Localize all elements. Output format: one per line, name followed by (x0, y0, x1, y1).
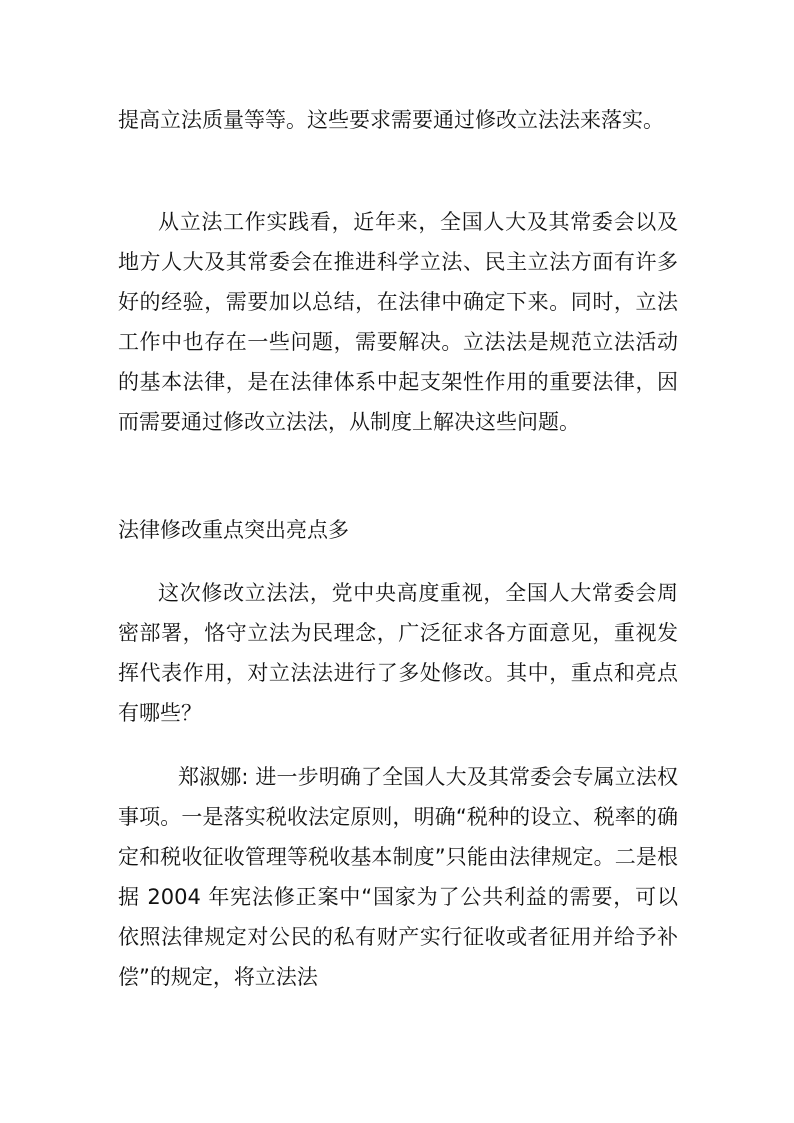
paragraph-continuation (118, 100, 678, 140)
paragraph-legislative-practice (118, 202, 678, 442)
paragraph-question (118, 573, 678, 733)
paragraph-answer (118, 757, 678, 997)
paragraph-text: 从立法工作实践看，近年来，全国人大及其常委会以及地方人大及其常委会在推进科学立法、民主立法方面有许多好的经验，需要加以总结，在法律中确定下来。同时，立法工作中也存在一些问题，需要解决。立法法是规范立法活动的基本法律，是在法律体系中起支架性作用的重要法律，因而需要通过修改立法法，从制度上解决这些问题。 (118, 210, 678, 434)
heading-text: 法律修改重点突出亮点多 (118, 518, 349, 542)
section-heading (118, 510, 678, 550)
paragraph-text: 这次修改立法法，党中央高度重视，全国人大常委会周密部署，恪守立法为民理念，广泛征求各方面意见，重视发挥代表作用，对立法法进行了多处修改。其中，重点和亮点有哪些？ (118, 581, 678, 725)
paragraph-text: 郑淑娜: 进一步明确了全国人大及其常委会专属立法权事项。一是落实税收法定原则，明确“税种的设立、税率的确定和税收征收管理等税收基本制度”只能由法律规定。二是根据 2004 年宪法修正案中“国家为了公共利益的需要，可以依照法律规定对公民的私有财产实行征收或者征用并给予补偿”的规定，将立法法 (118, 765, 678, 989)
paragraph-text: 提高立法质量等等。这些要求需要通过修改立法法来落实。 (118, 108, 664, 132)
